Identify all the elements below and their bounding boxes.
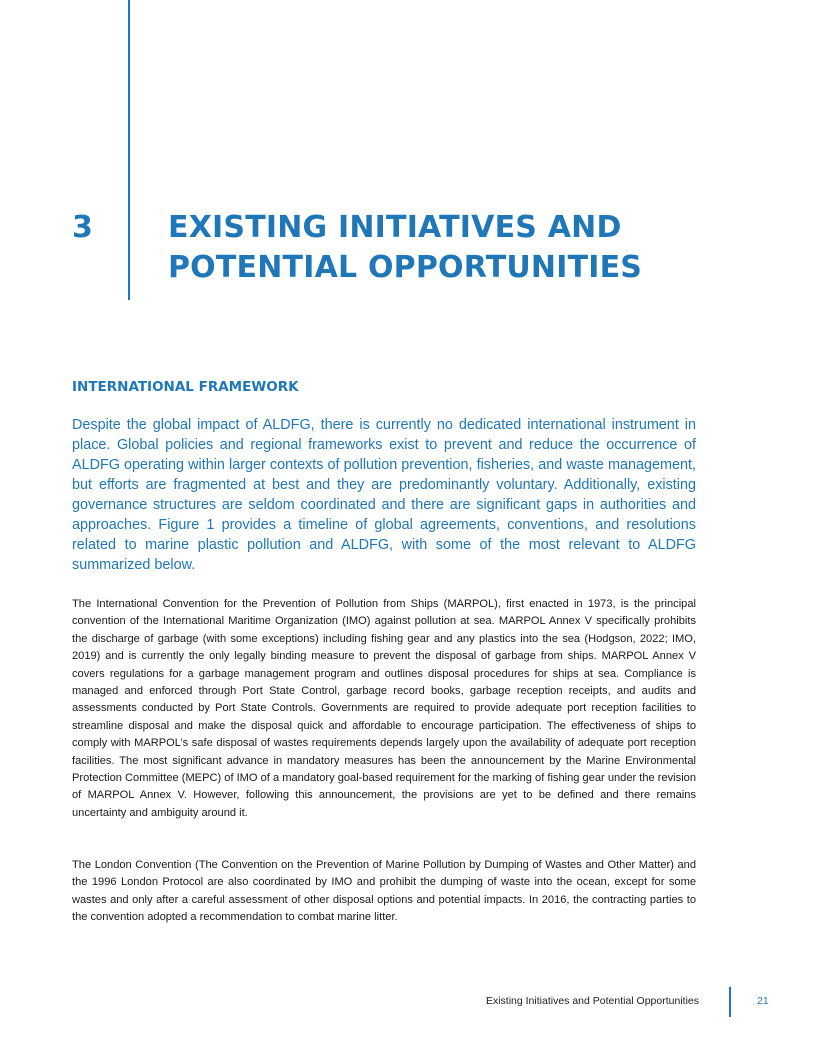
body-paragraph-london-convention: The London Convention (The Convention on the Prevention of Marine Pollution by Dumping of Wastes and Other Matter) and the 1996 London Protocol are also coordinated by IMO and prohibit the dumping of waste into the ocean, except for some wastes and only after a careful assessment of other disposal options and potential impacts. In 2016, the contracting parties to the convention adopted a recommendation to combat marine litter. <box>72 859 696 924</box>
page-number: 21 <box>757 995 769 1007</box>
footer-running-title: Existing Initiatives and Potential Opportunities <box>485 995 699 1007</box>
chapter-title-line-1: EXISTING INITIATIVES AND <box>168 210 622 245</box>
chapter-divider-line <box>128 0 130 300</box>
chapter-number: 3 <box>72 210 93 245</box>
section-heading: INTERNATIONAL FRAMEWORK <box>72 379 299 395</box>
footer-divider-line <box>729 987 731 1017</box>
chapter-title <box>168 208 768 288</box>
body-paragraph-marpol: The International Convention for the Prevention of Pollution from Ships (MARPOL), first enacted in 1973, is the principal convention of the International Maritime Organization (IMO) against pollution at sea. MARPOL Annex V specifically prohibits the discharge of garbage (with some exceptions) including fishing gear and any plastics into the sea (Hodgson, 2022; IMO, 2019) and is currently the only legally binding measure to prevent the disposal of garbage from ships. MARPOL Annex V covers regulations for a garbage management program and outlines disposal procedures for ships at sea. Compliance is managed and enforced through Port State Control, garbage record books, garbage reception receipts, and audits and assessments conducted by Port State Controls. Governments are required to provide adequate port reception facilities to streamline disposal and make the disposal quick and affordable to encourage participation. The effectiveness of ships to comply with MARPOL’s safe disposal of wastes requirements depends largely upon the availability of adequate port reception facilities. The most significant advance in mandatory measures has been the announcement by the Marine Environmental Protection Committee (MEPC) of IMO of a mandatory goal-based requirement for the marking of fishing gear under the revision of MARPOL Annex V. However, following this announcement, the provisions are yet to be defined and there remains uncertainty and ambiguity around it. <box>72 598 697 819</box>
lead-paragraph: Despite the global impact of ALDFG, there is currently no dedicated international instrument in place. Global policies and regional frameworks exist to prevent and reduce the occurrence of ALDFG operating within larger contexts of pollution prevention, fisheries, and waste management, but efforts are fragmented at best and they are predominantly voluntary. Additionally, existing governance structures are seldom coordinated and there are significant gaps in authorities and approaches. Figure 1 provides a timeline of global agreements, conventions, and resolutions related to marine plastic pollution and ALDFG, with some of the most relevant to ALDFG summarized below. <box>72 417 696 573</box>
chapter-title-line-2: POTENTIAL OPPORTUNITIES <box>168 250 643 285</box>
